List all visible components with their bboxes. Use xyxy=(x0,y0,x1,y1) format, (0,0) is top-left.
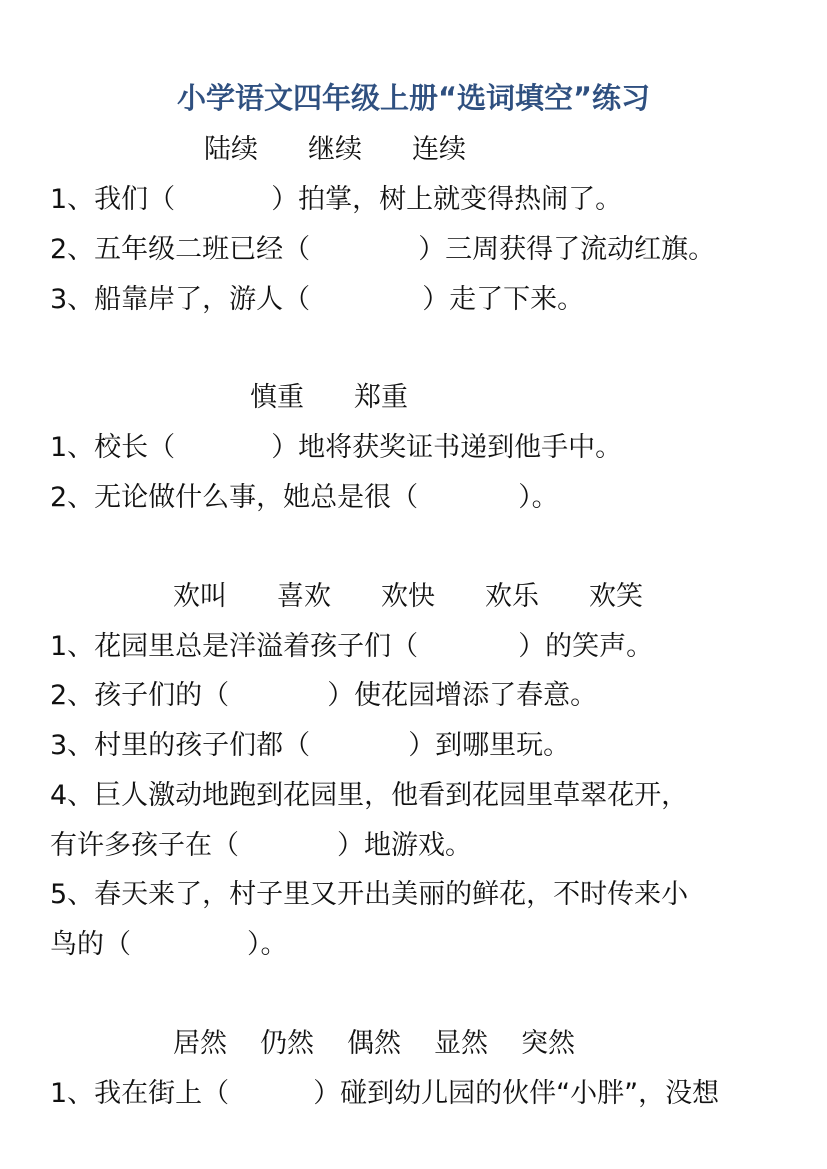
question-text: 3、船靠岸了，游人（ xyxy=(50,284,311,315)
question-line xyxy=(50,181,622,219)
question-text: ）到哪里玩。 xyxy=(408,730,571,761)
word-bank-1 xyxy=(204,131,466,169)
question-text: 4、巨人激动地跑到花园里，他看到花园里草翠花开， xyxy=(50,780,689,811)
question-text: ）的笑声。 xyxy=(518,631,654,662)
question-text: ）三周获得了流动红旗。 xyxy=(418,234,716,265)
question-line xyxy=(50,479,559,517)
question-line xyxy=(50,727,570,765)
word-option: 突然 xyxy=(521,1028,575,1059)
question-text: ）地将获奖证书递到他手中。 xyxy=(271,432,623,463)
question-text: 2、无论做什么事，她总是很（ xyxy=(50,482,419,513)
word-bank-4 xyxy=(173,1025,575,1063)
word-bank-2 xyxy=(250,379,408,417)
question-text: ）。 xyxy=(518,482,559,513)
question-line xyxy=(50,429,622,467)
question-line xyxy=(50,628,653,666)
word-option: 郑重 xyxy=(354,382,408,413)
question-text: ）碰到幼儿园的伙伴“小胖”，没想 xyxy=(313,1078,720,1109)
question-text: 1、我们（ xyxy=(50,184,176,215)
word-option: 喜欢 xyxy=(277,581,331,612)
word-option: 欢快 xyxy=(381,581,435,612)
question-text: 有许多孩子在（ xyxy=(50,830,239,861)
question-line xyxy=(50,281,584,319)
question-text: 2、五年级二班已经（ xyxy=(50,234,311,265)
question-line xyxy=(50,827,472,865)
question-text: 5、春天来了，村子里又开出美丽的鲜花，不时传来小 xyxy=(50,879,689,910)
question-text: 1、花园里总是洋溢着孩子们（ xyxy=(50,631,419,662)
question-text: ）拍掌，树上就变得热闹了。 xyxy=(271,184,623,215)
word-option: 慎重 xyxy=(250,382,304,413)
question-line xyxy=(50,777,688,815)
question-line xyxy=(50,231,715,269)
word-option: 欢乐 xyxy=(485,581,539,612)
word-option: 欢笑 xyxy=(589,581,643,612)
question-line xyxy=(50,677,597,715)
word-option: 连续 xyxy=(412,134,466,165)
question-text: 鸟的（ xyxy=(50,929,131,960)
page-title: 小学语文四年级上册“选词填空”练习 xyxy=(176,81,651,115)
question-text: ）。 xyxy=(247,929,288,960)
word-bank-3 xyxy=(173,578,643,616)
word-option: 陆续 xyxy=(204,134,258,165)
question-line xyxy=(50,876,688,914)
question-line xyxy=(50,926,288,964)
question-text: ）走了下来。 xyxy=(422,284,585,315)
question-text: 2、孩子们的（ xyxy=(50,680,230,711)
question-line xyxy=(50,1075,719,1113)
question-text: 3、村里的孩子们都（ xyxy=(50,730,311,761)
word-option: 偶然 xyxy=(347,1028,401,1059)
word-option: 居然 xyxy=(173,1028,227,1059)
question-text: 1、校长（ xyxy=(50,432,176,463)
question-text: ）使花园增添了春意。 xyxy=(327,680,598,711)
word-option: 仍然 xyxy=(260,1028,314,1059)
word-option: 欢叫 xyxy=(173,581,227,612)
word-option: 继续 xyxy=(308,134,362,165)
question-text: ）地游戏。 xyxy=(337,830,472,861)
question-text: 1、我在街上（ xyxy=(50,1078,230,1109)
word-option: 显然 xyxy=(434,1028,488,1059)
